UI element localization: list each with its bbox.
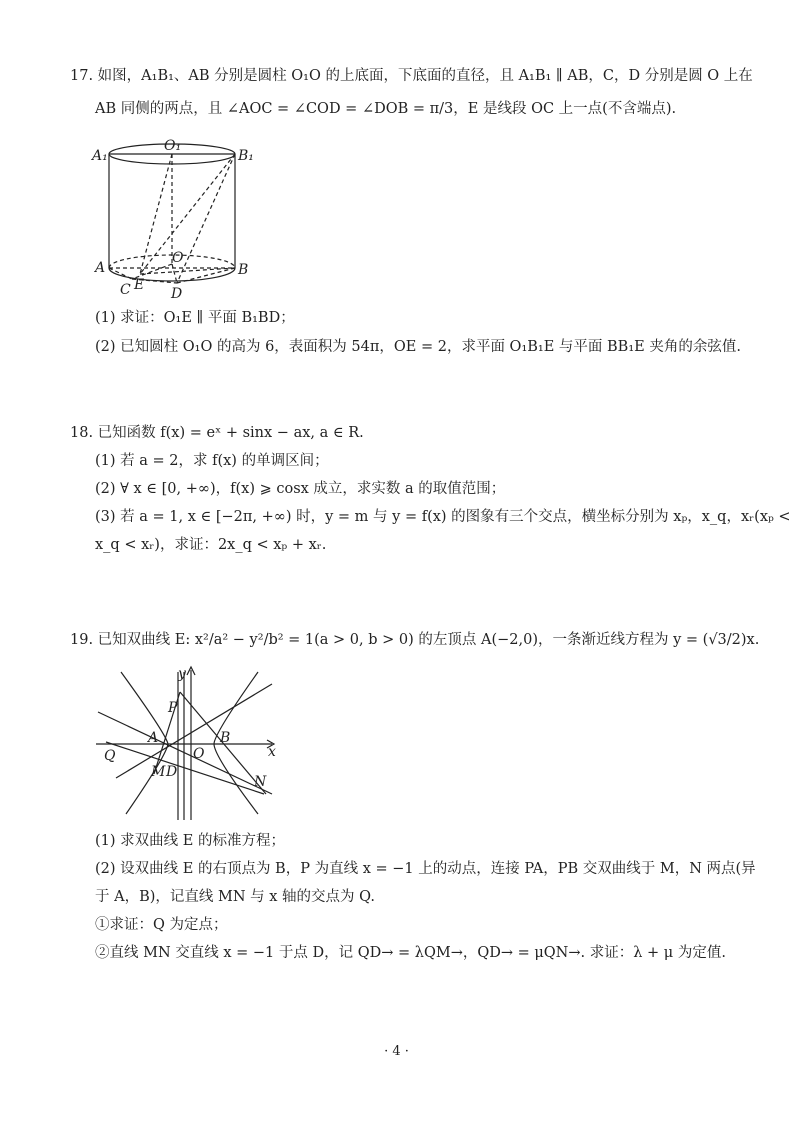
label-Q: Q (104, 748, 116, 764)
segment-EB (140, 268, 235, 274)
q17-number: 17. (70, 68, 94, 84)
q18-part2: (2) ∀ x ∈ [0, +∞)，f(x) ⩾ cosx 成立，求实数 a 的取值范围； (95, 481, 506, 497)
line-MN (106, 742, 264, 794)
label-O: O (172, 250, 184, 266)
q19-text-1: 已知双曲线 E: x²/a² − y²/b² = 1(a > 0, b > 0) 的左顶点 A(−2,0)，一条渐近线方程为 y = (√3/2)x. (97, 632, 760, 648)
label-A: A (148, 730, 159, 746)
label-O1: O₁ (164, 138, 182, 154)
q19-sub1: ①求证：Q 为定点； (95, 917, 228, 933)
q17-cylinder-figure (92, 136, 252, 306)
q19-hyperbola-figure (96, 664, 286, 824)
q19-sub2: ②直线 MN 交直线 x = −1 于点 D，记 QD→ = λQM→，QD→ = μQN→. 求证：λ + μ 为定值. (95, 945, 726, 961)
q17-part1: (1) 求证：O₁E ∥ 平面 B₁BD； (95, 310, 295, 326)
q19-line1 (70, 630, 759, 650)
label-E: E (134, 277, 145, 293)
segment-B1D (177, 154, 235, 283)
line-QN (98, 712, 272, 794)
hyperbola-left-branch (121, 672, 168, 814)
q18-part3-line2: x_q < xᵣ)，求证：2x_q < xₚ + xᵣ. (95, 537, 327, 553)
label-M: M (151, 764, 166, 780)
label-D: D (171, 286, 183, 302)
q19-number: 19. (70, 632, 94, 648)
label-A: A (95, 260, 106, 276)
q18-part3-line1: (3) 若 a = 1, x ∈ [−2π, +∞) 时，y = m 与 y = f(x) 的图象有三个交点，横坐标分别为 xₚ，x_q，xᵣ(xₚ < (95, 509, 791, 525)
q19-part2-line1: (2) 设双曲线 E 的右顶点为 B，P 为直线 x = −1 上的动点，连接 PA，PB 交双曲线于 M，N 两点(异 (95, 861, 756, 877)
label-P: P (168, 700, 178, 716)
label-B: B (238, 262, 249, 278)
q18-line1 (70, 423, 364, 443)
q19-part1: (1) 求双曲线 E 的标准方程； (95, 833, 285, 849)
label-C: C (120, 282, 131, 298)
q17-part2: (2) 已知圆柱 O₁O 的高为 6，表面积为 54π，OE = 2，求平面 O₁B₁E 与平面 BB₁E 夹角的余弦值. (95, 339, 741, 355)
q17-line1 (70, 66, 753, 86)
q18-text-1: 已知函数 f(x) = eˣ + sinx − ax, a ∈ R. (97, 425, 364, 441)
label-A1: A₁ (92, 148, 108, 164)
q18-number: 18. (70, 425, 94, 441)
label-N: N (254, 774, 267, 790)
label-D: D (166, 764, 178, 780)
segment-B1E (140, 154, 235, 274)
cylinder-bottom-front-arc (109, 268, 235, 281)
segment-OD (172, 264, 177, 283)
q17-text-1: 如图，A₁B₁、AB 分别是圆柱 O₁O 的上底面，下底面的直径，且 A₁B₁ ∥ AB，C，D 分别是圆 O 上在 (97, 68, 753, 84)
label-y: y (178, 666, 186, 682)
label-x: x (268, 744, 276, 760)
page-number: · 4 · (384, 1044, 409, 1059)
q18-part1: (1) 若 a = 2，求 f(x) 的单调区间； (95, 453, 329, 469)
q17-line2: AB 同侧的两点，且 ∠AOC = ∠COD = ∠DOB = π/3，E 是线段 OC 上一点(不含端点). (95, 101, 677, 117)
q19-part2-line2: 于 A，B)，记直线 MN 与 x 轴的交点为 Q. (95, 889, 375, 905)
label-B: B (220, 730, 231, 746)
label-B1: B₁ (238, 148, 254, 164)
segment-AC (109, 268, 132, 279)
label-O: O (193, 746, 205, 762)
